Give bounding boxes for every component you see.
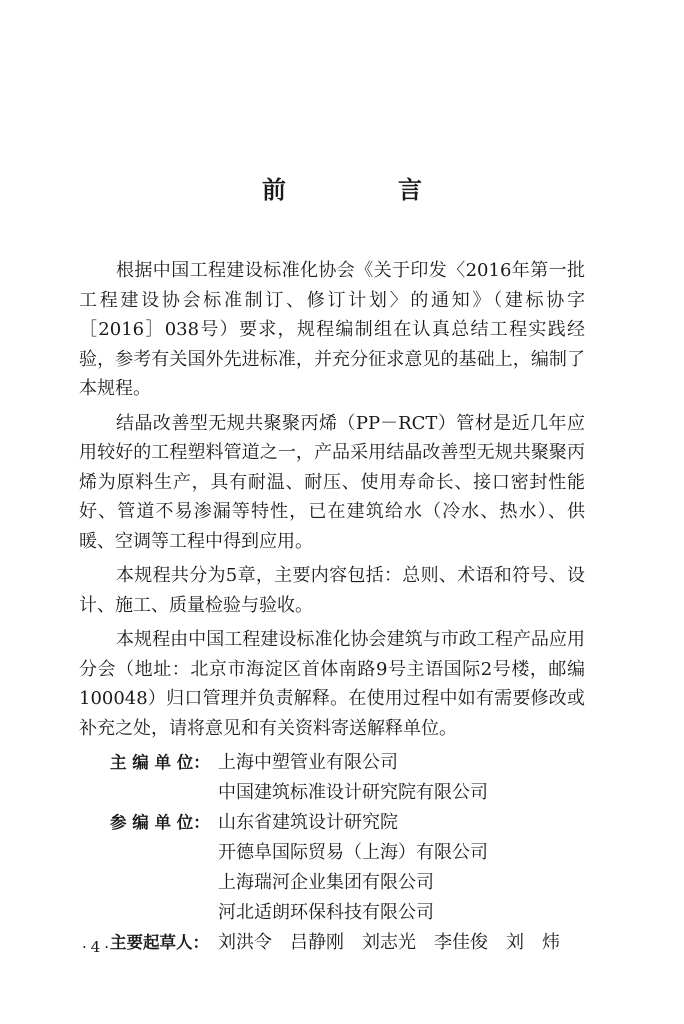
paragraph-product: 结晶改善型无规共聚聚丙烯（PP－RCT）管材是近几年应用较好的工程塑料管道之一，产品采用结晶改善型无规共聚聚丙烯为原料生产，具有耐温、耐压、使用寿命长、接口密封性能好、管道不易渗漏等特性，已在建筑给水（冷水、热水）、供暖、空调等工程中得到应用。: [79, 412, 585, 552]
chief-units-values: [218, 748, 488, 808]
participating-unit-name: 河北适朗环保科技有限公司: [218, 902, 434, 923]
chief-unit-name: 上海中塑管业有限公司: [218, 752, 398, 773]
participating-unit-name: 上海瑞河企业集团有限公司: [218, 872, 434, 893]
paragraph-chapters: 本规程共分为5章，主要内容包括：总则、术语和符号、设计、施工、质量检验与验收。: [79, 565, 585, 616]
paragraph-management: 本规程由中国工程建设标准化协会建筑与市政工程产品应用分会（地址：北京市海淀区首体南路9号主语国际2号楼，邮编100048）归口管理并负责解释。在使用过程中如有需要修改或补充之处，请将意见和有关资料寄送解释单位。: [79, 629, 585, 739]
participating-unit-name: 山东省建筑设计研究院: [218, 812, 398, 833]
drafters-values: [218, 928, 560, 958]
drafters-row: [79, 928, 585, 958]
units-list: [79, 748, 585, 958]
participating-units-label: 参 编 单 位：: [110, 813, 210, 832]
preface-body: [79, 256, 585, 958]
participating-units-row: [79, 808, 585, 928]
participating-units-values: [218, 808, 488, 928]
participating-unit-name: 开德阜国际贸易（上海）有限公司: [218, 842, 488, 863]
drafters-names: 刘洪令 吕静刚 刘志光 李佳俊 刘 炜: [218, 932, 560, 953]
chief-units-row: [79, 748, 585, 808]
chief-units-label: 主 编 单 位：: [110, 753, 210, 772]
drafters-label: 主要起草人：: [110, 933, 209, 952]
page-title: 前 言: [262, 175, 466, 204]
chief-unit-name: 中国建筑标准设计研究院有限公司: [218, 782, 488, 803]
paragraph-basis: 根据中国工程建设标准化协会《关于印发〈2016年第一批工程建设协会标准制订、修订计划〉的通知》（建标协字［2016］038号）要求，规程编制组在认真总结工程实践经验，参考有关国外先进标准，并充分征求意见的基础上，编制了本规程。: [79, 260, 585, 399]
page-number: ·4·: [82, 938, 114, 956]
